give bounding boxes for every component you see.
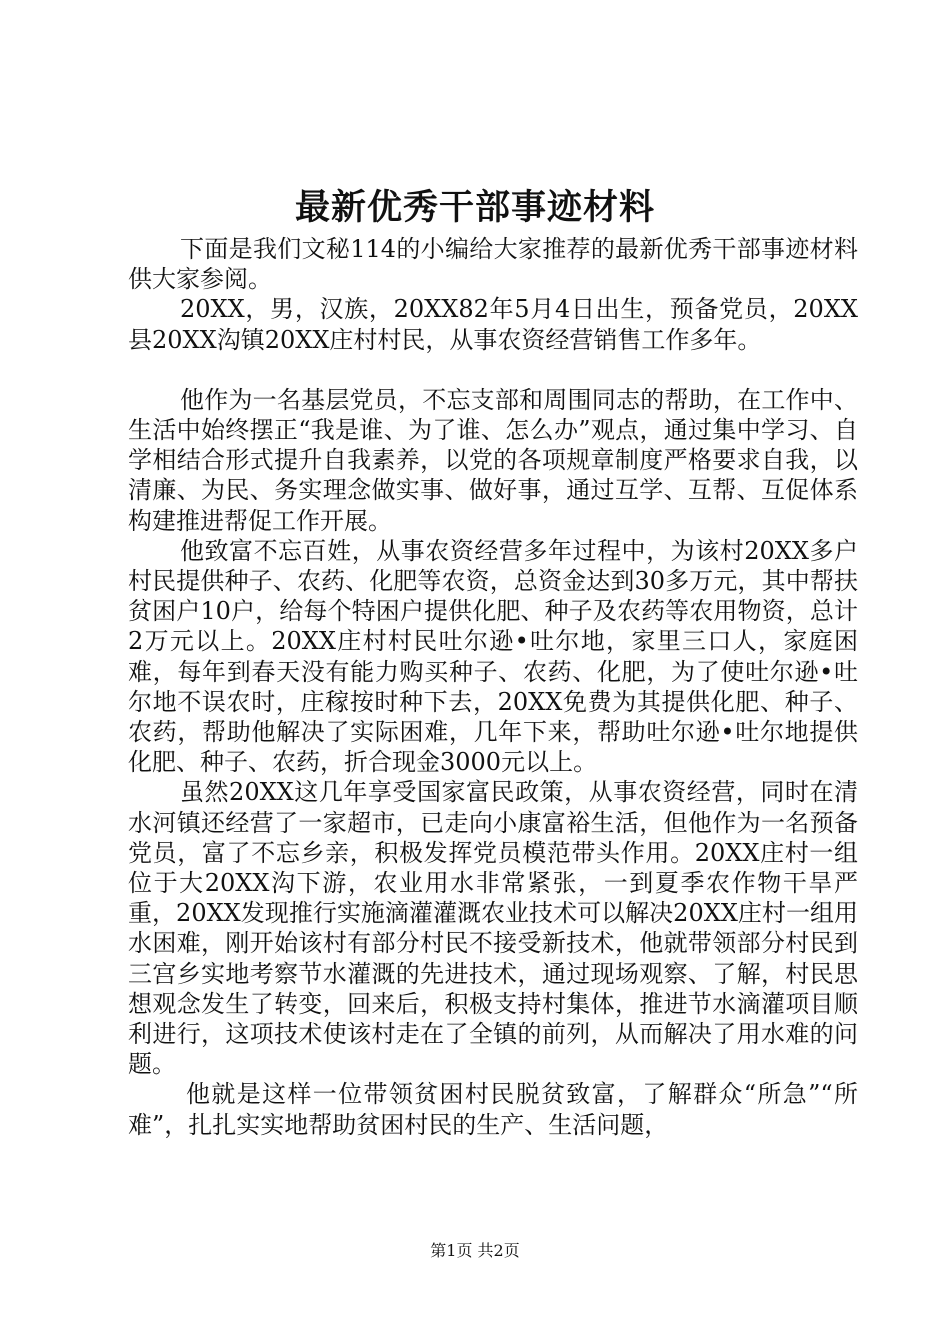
paragraph-profile: 20XX，男，汉族，20XX82年5月4日出生，预备党员，20XX县20XX沟镇20XX庄村村民，从事农资经营销售工作多年。 [128, 295, 858, 354]
paragraph-party-member: 他作为一名基层党员，不忘支部和周围同志的帮助，在工作中、生活中始终摆正“我是谁、为了谁、怎么办”观点，通过集中学习、自学相结合形式提升自我素养，以党的各项规章制度严格要求自我，以清廉、为民、务实理念做实事、做好事，通过互学、互帮、互促体系构建推进帮促工作开展。 [128, 385, 858, 535]
paragraph-helping-villagers: 他致富不忘百姓，从事农资经营多年过程中，为该村20XX多户村民提供种子、农药、化肥等农资，总资金达到30多万元，其中帮扶贫困户10户，给每个特困户提供化肥、种子及农药等农用物资，总计2万元以上。20XX庄村村民吐尔逊•吐尔地，家里三口人，家庭困难，每年到春天没有能力购买种子、农药、化肥，为了使吐尔逊•吐尔地不误农时，庄稼按时种下去，20XX免费为其提供化肥、种子、农药，帮助他解决了实际困难，几年下来，帮助吐尔逊•吐尔地提供化肥、种子、农药，折合现金3000元以上。 [128, 536, 858, 777]
document-body [128, 234, 858, 1140]
page-footer: 第1页 共2页 [430, 1241, 520, 1260]
paragraph-conclusion: 他就是这样一位带领贫困村民脱贫致富，了解群众“所急”“所难”，扎扎实实地帮助贫困村民的生产、生活问题， [128, 1080, 858, 1139]
document-title: 最新优秀干部事迹材料 [294, 187, 655, 228]
paragraph-irrigation: 虽然20XX这几年享受国家富民政策，从事农资经营，同时在清水河镇还经营了一家超市，已走向小康富裕生活，但他作为一名预备党员，富了不忘乡亲，积极发挥党员模范带头作用。20XX庄村一组位于大20XX沟下游，农业用水非常紧张，一到夏季农作物干旱严重，20XX发现推行实施滴灌灌溉农业技术可以解决20XX庄村一组用水困难，刚开始该村有部分村民不接受新技术，他就带领部分村民到三宫乡实地考察节水灌溉的先进技术，通过现场观察、了解，村民思想观念发生了转变，回来后，积极支持村集体，推进节水滴灌项目顺利进行，这项技术使该村走在了全镇的前列，从而解决了用水难的问题。 [128, 778, 858, 1079]
paragraph-intro: 下面是我们文秘114的小编给大家推荐的最新优秀干部事迹材料供大家参阅。 [128, 235, 858, 294]
